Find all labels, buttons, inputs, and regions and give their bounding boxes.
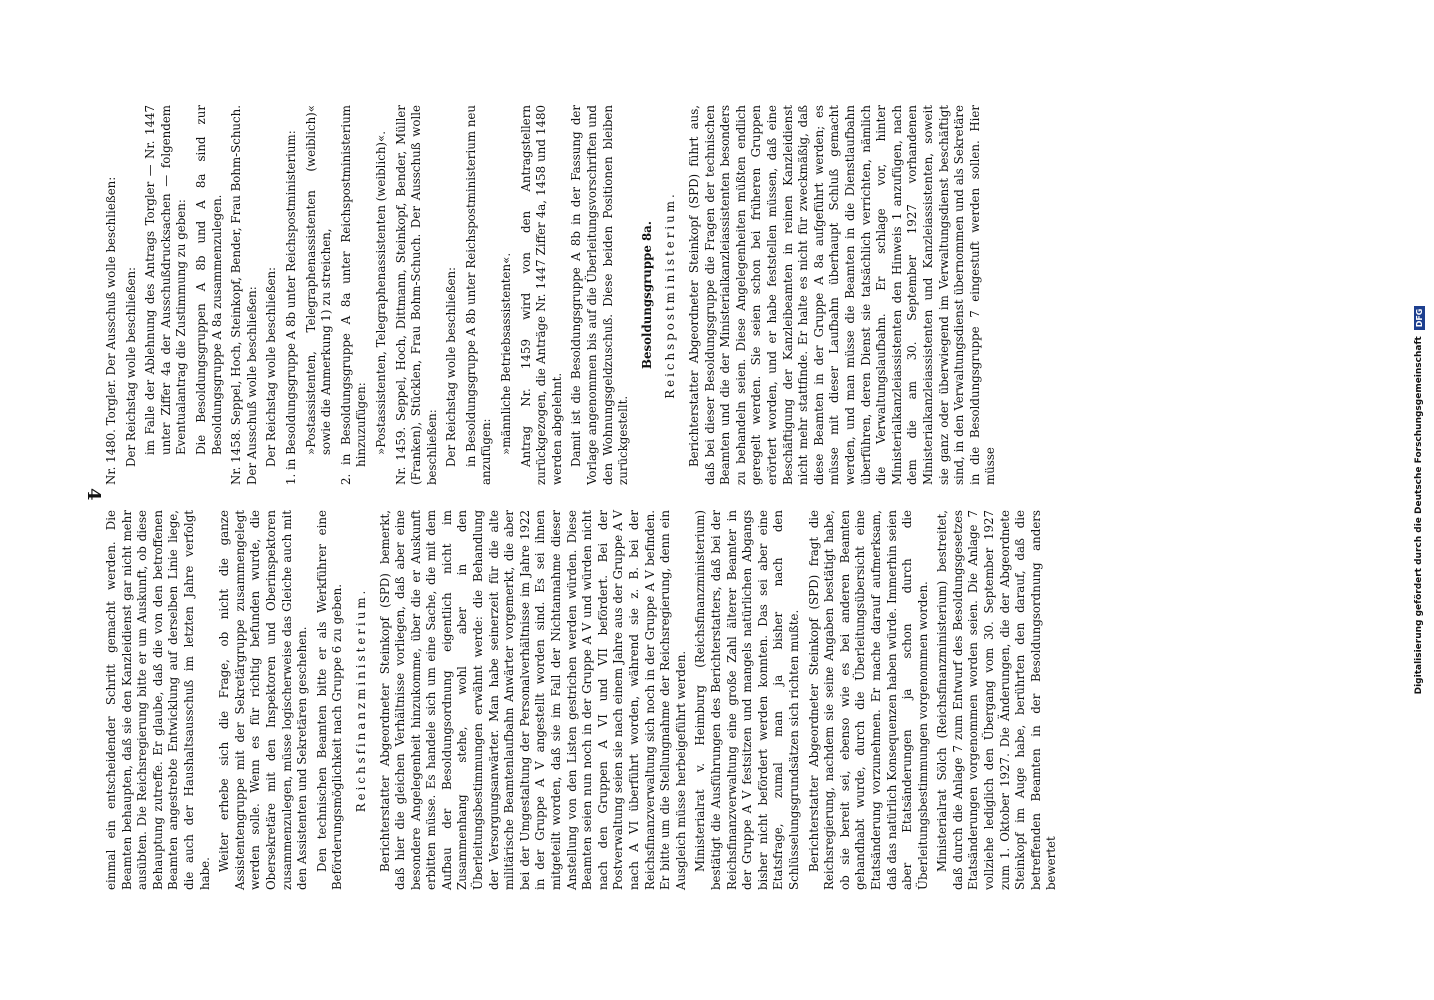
paragraph: in Besoldungsgruppe A 8b unter Reichspostministerium neu anzufügen: [463,105,494,485]
right-text-column [104,510,1284,890]
paragraph: Weiter erhebe sich die Frage, ob nicht die ganze Assistentengruppe mit der Sekretärgruppe zusammengelegt werden solle. Wenn es für richtig befunden wurde, die Obersekretäre mit den Inspektoren und Oberinspektoren zusammenzulegen, müsse logischerweise das Gleiche auch mit den Assistenten und Sekretären geschehen. [217,510,310,890]
paragraph: Nr. 1458. Seppel, Hoch, Steinkopf, Bender, Frau Bohm-Schuch. Der Ausschuß wolle beschließen: [229,105,259,485]
paragraph: 2. in Besoldungsgruppe A 8a unter Reichspostministerium hinzuzufügen: [338,105,369,485]
paragraph: Damit ist die Besoldungsgruppe A 8b in der Fassung der Vorlage angenommen bis auf die Überleitungsvorschriften und den Wohnungsgeldzuschuß. Diese beiden Positionen bleiben zurückgestellt. [569,105,631,485]
paragraph: »männliche Betriebsassistenten«. [499,252,514,455]
dfg-logo: DFG [1414,306,1425,331]
paragraph: Berichterstatter Abgeordneter Steinkopf (SPD) fragt die Reichsregierung, nachdem sie seine Angaben bestätigt habe, ob sie bereit sei, ebenso wie es bei anderen Beamten gehandhabt wurde, durch die Überleitungsübersicht eine Etatsänderung vorzunehmen. Er mache darauf aufmerksam, daß das natürlich Konsequenzen haben würde. Immerhin seien aber Etatsänderungen ja schon durch die Überleitungsbestimmungen vorgenommen worden. [806,510,930,890]
paragraph: Die Besoldungsgruppen A 8b und A 8a sind zur Besoldungsgruppe A 8a zusammenzulegen. [193,105,224,455]
paragraph: Berichterstatter Abgeordneter Steinkopf (SPD) bemerkt, daß hier die gleichen Verhältnisse vorliegen, daß aber eine besondere Angelegenheit hinzukomme, über die er Auskunft erbitten müsse. Es handele sich um eine Sache, die mit dem Aufbau der Besoldungsordnung eigentlich nicht im Zusammenhang stehe, wohl aber in den Überleitungsbestimmungen erwähnt werde: die Behandlung der Versorgungsanwärter. Man habe seinerzeit für die alte militärische Beamtenlaufbahn Anwärter vorgemerkt, die aber bei der Umgestaltung der Personalverhältnisse im Jahre 1922 in der Gruppe A V angestellt worden sind. Es sei ihnen mitgeteilt worden, daß sie im Fall der Nichtannahme dieser Anstellung von den Listen gestrichen werden würden. Diese Beamten seien nun noch in der Gruppe A V und würden nicht nach den Gruppen A VI und VII befördert. Bei der Postverwaltung seien sie nach einem Jahre aus der Gruppe A V nach A VI überführt worden, während sie z. B. bei der Reichsfinanzverwaltung sich noch in der Gruppe A V befinden. Er bitte um die Stellungnahme der Reichsregierung, denn ein Ausgleich müsse herbeigeführt werden. [377,510,688,890]
paragraph: Antrag Nr. 1459 wird von den Antragstellern zurückgezogen, die Anträge Nr. 1447 Ziffer 4a, 1458 und 1480 werden abgelehnt. [518,105,564,485]
paragraph: Nr. 1459. Seppel, Hoch, Dittmann, Steinkopf, Bender, Müller (Franken), Stücklen, Frau Bohm-Schuch. Der Ausschuß wolle beschließen: [393,105,439,485]
paragraph: Ministerialrat Sölch (Reichsfinanzministerium) bestreitet, daß durch die Anlage 7 zum Entwurf des Besoldungsgesetzes Etatsänderungen vorgenommen worden seien. Die Anlage 7 vollziehe lediglich den Übergang vom 30. September 1927 zum 1. Oktober 1927. Die Änderungen, die der Abgeordnete Steinkopf im Auge habe, berührten den darauf, daß die betreffenden Beamten in der Besoldungsordnung anders bewertet [935,510,1059,890]
page-number: 4 [83,488,104,501]
digitization-sidenote [1404,0,1434,1000]
paragraph: »Postassistenten, Telegraphenassistenten (weiblich)«. [373,130,388,455]
paragraph: Der Reichstag wolle beschließen: [123,266,138,467]
left-text-column [104,105,1284,485]
paragraph: einmal ein entscheidender Schritt gemacht werden. Die Beamten behaupten, daß sie den Kanzleidienst gar nicht mehr ausübten. Die Reichsregierung bitte er um Auskunft, ob diese Behauptung zutreffe. Er glaube, daß die von den betroffenen Beamten angestrebte Entwicklung auf derselben Linie liege, die auch der Haushaltsausschuß im letzten Jahre verfolgt habe. [104,510,212,890]
paragraph: 1. in Besoldungsgruppe A 8b unter Reichspostministerium: [283,130,298,485]
paragraph: »Postassistenten, Telegraphenassistenten (weiblich)« sowie die Anmerkung 1) zu streichen, [303,105,334,455]
paragraph: Der Reichstag wolle beschließen: [444,266,459,467]
paragraph: Den technischen Beamten bitte er als Werkführer eine Beförderungsmöglichkeit nach Gruppe 6 zu geben. [314,510,345,890]
paragraph: Nr. 1480. Torgler. Der Ausschuß wolle beschließen: [104,176,118,485]
paragraph: Ministerialrat v. Heimburg (Reichsfinanzministerium) bestätigt die Ausführungen des Berichterstatters, daß bei der Reichsfinanzverwaltung eine große Zahl älterer Beamter in der Gruppe A V festsitzen und mangels natürlichen Abgangs bisher nicht befördert werden konnten. Das sei aber eine Etatsfrage, zumal man ja bisher nach den Schlüsselungsgrundsätzen sich richten mußte. [693,510,801,890]
sidenote-text: Digitalisierung gefördert durch die Deutsche Forschungsgemeinschaft [1414,336,1424,695]
section-heading: Reichspostministerium. [663,191,678,399]
section-heading: Reichsfinanzministerium. [353,587,368,813]
section-heading: Besoldungsgruppe 8a. [639,221,654,369]
paragraph: Berichterstatter Abgeordneter Steinkopf (SPD) führt aus, daß bei dieser Besoldungsgruppe die Fragen der technischen Beamten und die der Ministerialkanzleiassistenten besonders zu behandeln seien. Diese Angelegenheiten müßten endlich geregelt werden. Sie seien schon bei früheren Gruppen erörtert worden, und er habe feststellen müssen, daß eine Beschäftigung der Kanzleibeamten in reinen Kanzleidienst nicht mehr stattfinde. Er halte es nicht für zweckmäßig, daß diese Beamten in der Gruppe A 8a aufgeführt werden; es müsse mit dieser Laufbahn überhaupt Schluß gemacht werden, und man müsse die Beamten in die Dienstlaufbahn überführen, deren Dienst sie tatsächlich verrichten, nämlich die Verwaltungslaufbahn. Er schlage vor, hinter Ministerialkanzleiassistenten den Hinweis 1 anzufügen, nach dem die am 30. September 1927 vorhandenen Ministerialkanzleiassistenten und Kanzleiassistenten, soweit sie ganz oder überwiegend im Verwaltungsdienst beschäftigt sind, in den Verwaltungsdienst übernommen und als Sekretäre in die Besoldungsgruppe 7 eingestuft werden sollen. Hier müsse [687,105,998,485]
paragraph: Der Reichstag wolle beschließen: [264,266,279,467]
paragraph: im Falle der Ablehnung des Antrags Torgler — Nr. 1447 unter Ziffer 4a der Ausschußdrucksachen — folgendem Eventualantrag die Zustimmung zu geben: [143,105,189,455]
